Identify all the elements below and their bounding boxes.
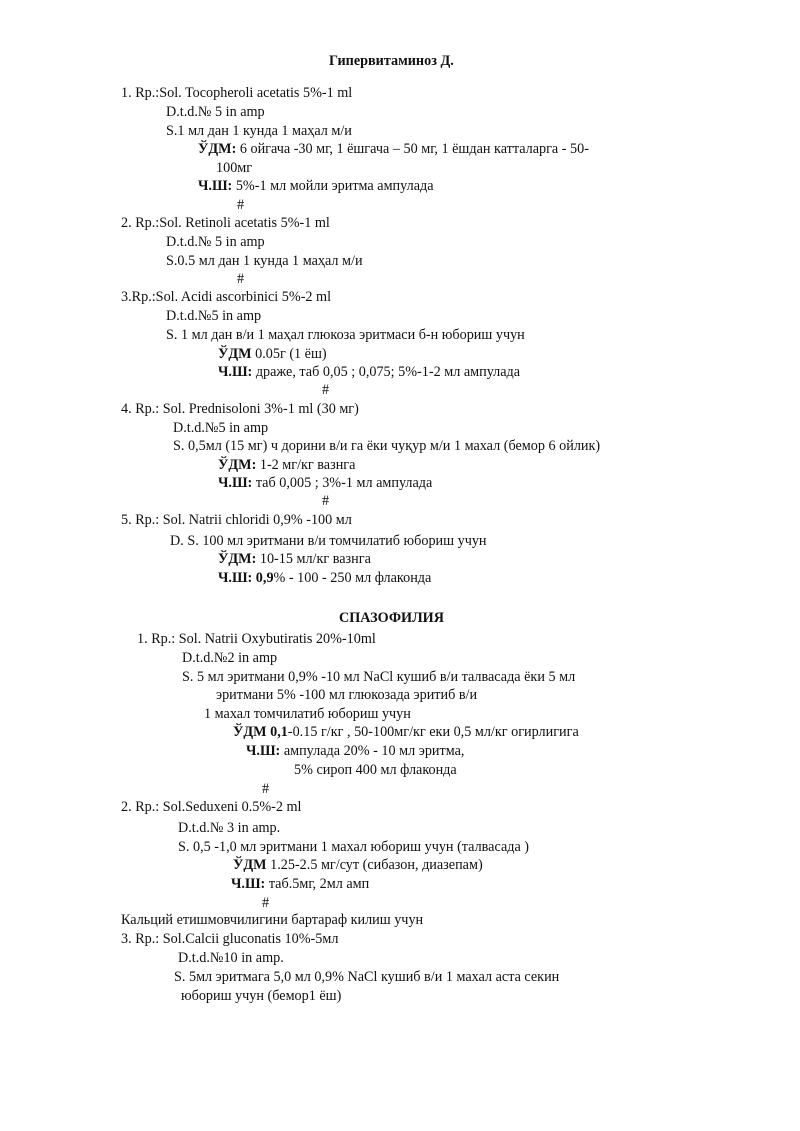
rx1-head: 1. Rp.:Sol. Tocopheroli acetatis 5%-1 ml xyxy=(121,85,353,101)
s2-rx3-sig-2: юбориш учун (бемор1 ёш) xyxy=(181,988,342,1004)
s2-rx2-head: 2. Rp.: Sol.Seduxeni 0.5%-2 ml xyxy=(121,799,302,815)
section-title-spasmophilia: СПАЗОФИЛИЯ xyxy=(339,610,444,626)
udm-text: 10-15 мл/кг вазнга xyxy=(256,551,371,567)
rx3-dtd: D.t.d.№5 in amp xyxy=(166,308,262,324)
chsh-text: 5%-1 мл мойли эритма ампулада xyxy=(232,178,434,194)
s2-rx2-sig: S. 0,5 -1,0 мл эритмани 1 махал юбориш учун (талвасада ) xyxy=(178,839,530,855)
udm-label: ЎДМ: xyxy=(218,457,257,473)
rx4-udm xyxy=(218,456,355,474)
udm-label: ЎДМ: xyxy=(198,141,237,157)
udm-text: -0.15 г/кг , 50-100мг/кг еки 0,5 мл/кг огирлигига xyxy=(287,724,579,740)
s2-note: Кальций етишмовчилигини бартараф килиш учун xyxy=(121,912,424,928)
udm-text: 1.25-2.5 мг/сут (сибазон, диазепам) xyxy=(266,857,483,873)
chsh-text: таб 0,005 ; 3%-1 мл ампулада xyxy=(252,475,433,491)
udm-label: ЎДМ xyxy=(233,857,267,873)
rx1-udm xyxy=(198,140,589,158)
rx2-hash: # xyxy=(237,271,245,287)
rx1-sig: S.1 мл дан 1 кунда 1 маҳал м/и xyxy=(166,123,352,139)
s2-rx1-head: 1. Rp.: Sol. Natrii Oxybutiratis 20%-10ml xyxy=(137,631,376,647)
s2-rx3-dtd: D.t.d.№10 in amp. xyxy=(178,950,284,966)
chsh-label: Ч.Ш: xyxy=(231,876,266,892)
rx4-chsh xyxy=(218,474,432,492)
chsh-text: драже, таб 0,05 ; 0,075; 5%-1-2 мл ампулада xyxy=(252,364,521,380)
udm-text: 1-2 мг/кг вазнга xyxy=(256,457,356,473)
s2-rx1-chsh-cont: 5% сироп 400 мл флаконда xyxy=(294,762,457,778)
rx2-head: 2. Rp.:Sol. Retinoli acetatis 5%-1 ml xyxy=(121,215,330,231)
rx5-chsh xyxy=(218,569,431,587)
rx1-dtd: D.t.d.№ 5 in amp xyxy=(166,104,265,120)
rx1-hash: # xyxy=(237,197,245,213)
chsh-label: Ч.Ш: 0,9 xyxy=(218,570,274,586)
rx4-head: 4. Rp.: Sol. Prednisoloni 3%-1 ml (30 мг) xyxy=(121,401,359,417)
rx5-head: 5. Rp.: Sol. Natrii chloridi 0,9% -100 мл xyxy=(121,512,352,528)
rx2-sig: S.0.5 мл дан 1 кунда 1 маҳал м/и xyxy=(166,253,363,269)
rx3-sig: S. 1 мл дан в/и 1 маҳал глюкоза эритмаси б-н юбориш учун xyxy=(166,327,525,343)
s2-rx1-dtd: D.t.d.№2 in amp xyxy=(182,650,278,666)
chsh-label: Ч.Ш: xyxy=(218,364,253,380)
s2-rx1-chsh xyxy=(246,742,464,760)
udm-label: ЎДМ xyxy=(218,346,252,362)
s2-rx1-sig-1: S. 5 мл эритмани 0,9% -10 мл NaCl кушиб в/и талвасада ёки 5 мл xyxy=(182,669,576,685)
s2-rx2-chsh xyxy=(231,875,369,893)
rx4-dtd: D.t.d.№5 in amp xyxy=(173,420,269,436)
s2-rx1-hash: # xyxy=(262,781,270,797)
rx5-sig: D. S. 100 мл эритмани в/и томчилатиб юбориш учун xyxy=(170,533,487,549)
udm-text: 6 ойгача -30 мг, 1 ёшгача – 50 мг, 1 ёшдан катталарга - 50- xyxy=(236,141,589,157)
s2-rx3-sig-1: S. 5мл эритмага 5,0 мл 0,9% NaCl кушиб в/и 1 махал аста секин xyxy=(174,969,560,985)
chsh-label: Ч.Ш: xyxy=(218,475,253,491)
rx4-hash: # xyxy=(322,493,330,509)
s2-rx3-head: 3. Rp.: Sol.Calcii gluconatis 10%-5мл xyxy=(121,931,339,947)
chsh-label: Ч.Ш: xyxy=(198,178,233,194)
chsh-label: Ч.Ш: xyxy=(246,743,281,759)
rx3-udm xyxy=(218,345,327,363)
chsh-text: таб.5мг, 2мл амп xyxy=(265,876,370,892)
rx3-head: 3.Rp.:Sol. Acidi ascorbinici 5%-2 ml xyxy=(121,289,332,305)
s2-rx2-dtd: D.t.d.№ 3 in amp. xyxy=(178,820,281,836)
rx2-dtd: D.t.d.№ 5 in amp xyxy=(166,234,265,250)
rx3-hash: # xyxy=(322,382,330,398)
rx1-chsh xyxy=(198,177,434,195)
udm-text: 0.05г (1 ёш) xyxy=(251,346,327,362)
rx1-udm-cont: 100мг xyxy=(216,160,253,176)
s2-rx1-sig-2: эритмани 5% -100 мл глюкозада эритиб в/и xyxy=(216,687,478,703)
rx5-udm xyxy=(218,550,371,568)
section-title-hypervitaminosis: Гипервитаминоз Д. xyxy=(329,53,454,69)
rx3-chsh xyxy=(218,363,520,381)
udm-label: ЎДМ: xyxy=(218,551,257,567)
s2-rx2-udm xyxy=(233,856,483,874)
s2-rx2-hash: # xyxy=(262,895,270,911)
chsh-text: % - 100 - 250 мл флаконда xyxy=(273,570,432,586)
s2-rx1-udm xyxy=(233,723,579,741)
udm-label: ЎДМ 0,1 xyxy=(233,724,288,740)
s2-rx1-sig-3: 1 махал томчилатиб юбориш учун xyxy=(204,706,411,722)
chsh-text: ампулада 20% - 10 мл эритма, xyxy=(280,743,465,759)
rx4-sig: S. 0,5мл (15 мг) ч дорини в/и га ёки чуқур м/и 1 махал (бемор 6 ойлик) xyxy=(173,438,601,454)
